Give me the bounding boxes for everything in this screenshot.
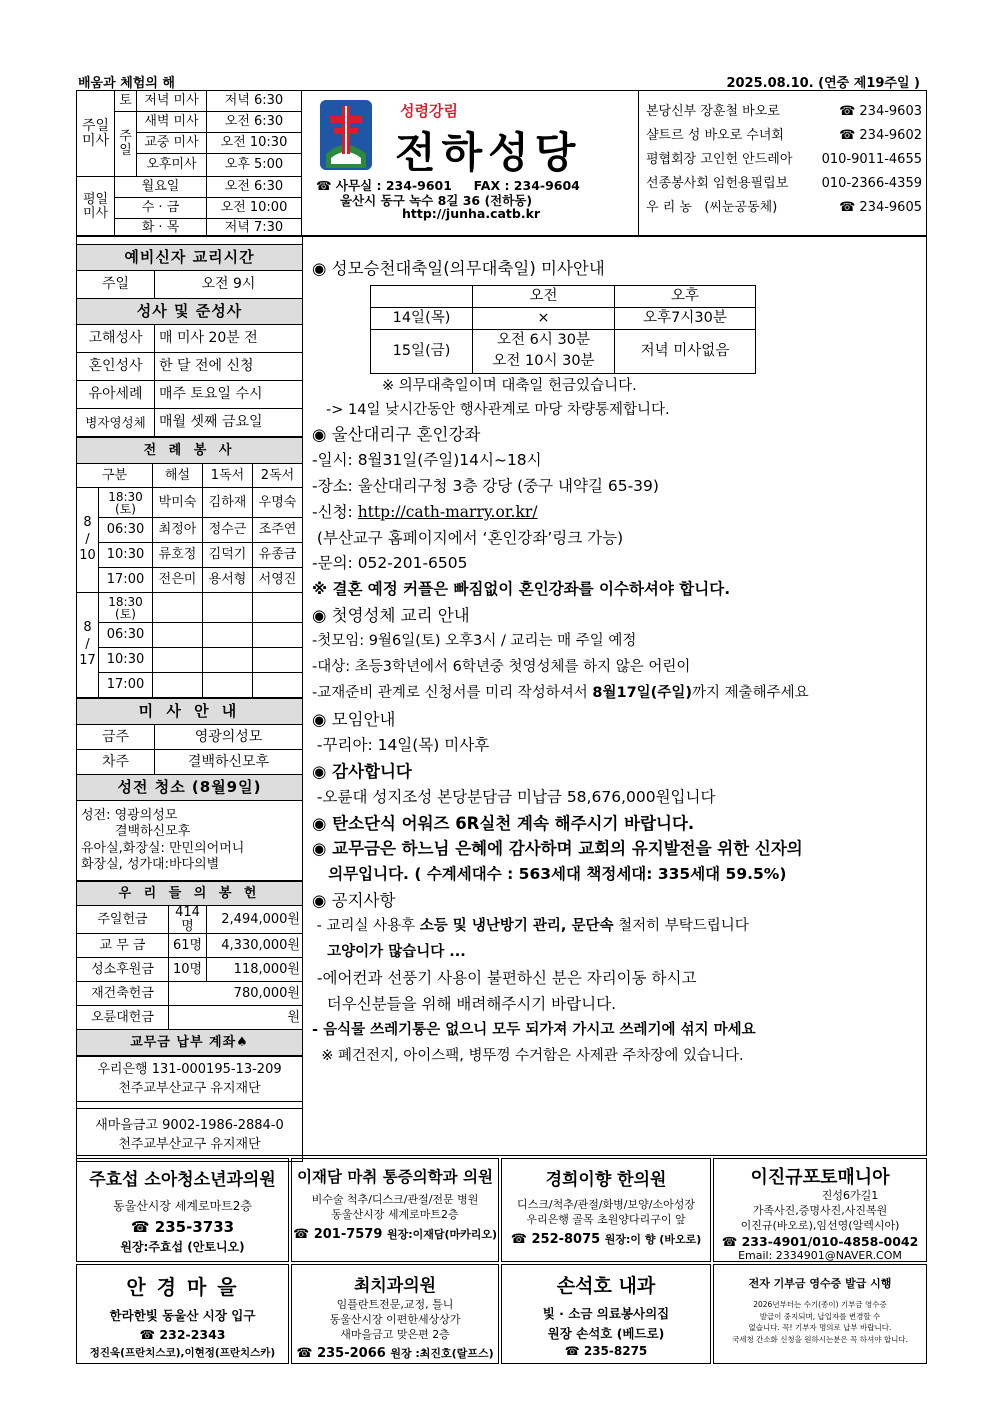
commentator: 최정아 (153, 518, 203, 543)
ad-title: 최치과의원 (353, 1276, 437, 1296)
sacrament-value: 매월 셋째 금요일 (155, 409, 303, 437)
reader-1: 김덕기 (203, 543, 253, 568)
cleaning-notes (77, 801, 303, 881)
am-header: 오전 (473, 285, 615, 307)
ad-person: 원장 :최진호(랄프스) (390, 1346, 494, 1360)
mass-name: 교중 미사 (137, 133, 207, 154)
reader-2 (253, 623, 303, 648)
info-line: - 음식물 쓰레기통은 없으니 모두 되가져 가시고 쓰레기에 섞지 마세요 (312, 1021, 756, 1038)
ad-box (76, 1158, 289, 1262)
cleaning-line: 결백하신모후 (115, 824, 191, 840)
offering-name: 재건축헌금 (77, 982, 169, 1006)
note-line: -> 14일 낮시간동안 행사관계로 마당 차량통제합니다. (326, 401, 670, 418)
main-content (312, 256, 926, 1070)
cleaning-line: 화장실, 성가대:바다의별 (81, 856, 220, 872)
parish-address: 울산시 동구 녹수 8길 36 (전하동) (340, 193, 533, 208)
ad-phone-number: ☎ 252-8075 (510, 1231, 601, 1247)
am-cell (473, 329, 615, 373)
mass-info-name: 금주 (77, 725, 155, 750)
sacrament-value: 한 달 전에 신청 (155, 353, 303, 381)
sacrament-value: 매 미사 20분 전 (155, 325, 303, 353)
ad-phone: ☎ 233-4901/010-4858-0042 (721, 1233, 919, 1249)
ad-email: Email: 2334901@NAVER.COM (738, 1248, 902, 1262)
commentator (153, 673, 203, 698)
weekday-time: 저녁 7:30 (207, 219, 302, 237)
mass-time: 오전 6:30 (207, 112, 302, 133)
parish-logo (320, 100, 372, 170)
mass-name: 오후미사 (137, 154, 207, 177)
cleaning-line: 성전: 영광의성모 (81, 808, 178, 823)
marriage-link[interactable]: http://cath-marry.or.kr/ (357, 502, 538, 521)
ad-box (713, 1158, 927, 1262)
offering-amount: 2,494,000원 (207, 906, 303, 934)
ad-person: 원장:이 향 (바오로) (604, 1232, 702, 1246)
reader-2 (253, 648, 303, 673)
ad-box (291, 1158, 499, 1262)
liturgy-title: 전 례 봉 사 (77, 438, 303, 464)
sacrament-name: 혼인성사 (77, 353, 155, 381)
contact-row (646, 196, 922, 220)
date-line: 2025.08.10. (연중 제19주일 ) (726, 76, 920, 91)
ad-title: 이진규포토매니아 (750, 1167, 890, 1188)
year-theme: 배움과 체험의 해 (78, 76, 175, 91)
parish-url[interactable]: http://junha.catb.kr (402, 206, 541, 221)
info-line: -오륜대 성지조성 본당분담금 미납금 58,676,000원입니다 (312, 787, 716, 806)
mass-info-name: 차주 (77, 750, 155, 775)
mass-info-value: 영광의성모 (155, 725, 303, 750)
reader-1 (203, 673, 253, 698)
blank-header-cell (371, 285, 473, 307)
cleaning-line: 유아실,화장실: 만민의어머니 (81, 840, 245, 856)
mass-schedule-table (76, 90, 302, 237)
account-owner: 천주교부산교구 유지재단 (118, 1081, 261, 1097)
ad-title: 이재담 마취 통증의학과 의원 (297, 1168, 493, 1186)
contact-phone: ☎ 234-9605 (839, 200, 922, 215)
commentator: 전은미 (153, 568, 203, 593)
ad-phone (502, 1231, 710, 1247)
ad-line: 임플란트전문,교정, 틀니 (336, 1298, 454, 1311)
ad-line: 우리은행 골목 초원양다리구이 앞 (526, 1212, 686, 1226)
ad-phone: ☎ 232-2343 (139, 1327, 226, 1342)
deadline: 8월17일(주일) (592, 684, 692, 701)
account-number: 우리은행 131-000195-13-209 (97, 1062, 282, 1078)
reader-2: 조주연 (253, 518, 303, 543)
day-cell: 15일(금) (371, 329, 473, 373)
ad-phone-number: ☎ 201-7579 (292, 1226, 383, 1242)
service-time: 10:30 (99, 543, 153, 568)
catechumen-table (76, 244, 303, 437)
mass-info-title: 미 사 안 내 (77, 699, 303, 725)
offering-count: 10명 (169, 958, 207, 982)
emphasis: 소등 및 냉난방기 관리, 문단속 (419, 918, 614, 935)
ad-phone (292, 1226, 498, 1242)
liturgy-col: 해설 (153, 464, 203, 488)
ad-box (713, 1264, 927, 1364)
reader-2 (253, 673, 303, 698)
left-sidebar (76, 244, 303, 1162)
info-line (312, 681, 926, 707)
saturday-label: 토 (115, 91, 137, 112)
service-time: 06:30 (99, 623, 153, 648)
service-time: 18:30 (토) (99, 593, 153, 623)
ad-title: 안 경 마 을 (126, 1275, 239, 1299)
text-part: - 교리실 사용후 (312, 918, 420, 935)
weekday-name: 월요일 (115, 177, 207, 198)
week-label: 8 / 10 (77, 488, 99, 593)
office-contact: ☎ 사무실 : 234-9601 FAX : 234-9604 (316, 178, 580, 193)
ad-line: 새마을금고 맞은편 2층 (340, 1327, 450, 1341)
notice-line: ※ 결혼 예정 커플은 빠짐없이 혼인강좌를 이수하셔야 합니다. (312, 580, 731, 599)
info-line: -꾸리아: 14일(목) 미사후 (312, 735, 490, 754)
contact-role: 본당신부 장훈철 바오로 (646, 104, 780, 119)
weekday-name: 수 · 금 (115, 198, 207, 219)
ad-line: 진성6가길1 (821, 1189, 879, 1202)
account-box-2 (76, 1108, 303, 1162)
section-title: ◉ 탄소단식 어워즈 6R실천 계속 해주시기 바랍니다. (312, 813, 695, 833)
info-line: 더우신분들을 위해 배려해주시기 바랍니다. (312, 994, 617, 1013)
mass-info-value: 결백하신모후 (155, 750, 303, 775)
info-line: -첫모임: 9월6일(토) 오후3시 / 교리는 매 주일 예정 (312, 633, 637, 650)
mass-name: 새벽 미사 (137, 112, 207, 133)
ad-line: 동울산시장 이편한세상상가 (329, 1312, 461, 1326)
service-time: 10:30 (99, 648, 153, 673)
commentator (153, 593, 203, 623)
section-title: ◉ 첫영성체 교리 안내 (312, 606, 470, 626)
am-time: 오전 10시 30분 (492, 353, 595, 370)
liturgy-table (76, 437, 303, 698)
text-part: -교재준비 관계로 신청서를 미리 작성하셔서 (312, 684, 593, 701)
account-box-1 (76, 1056, 303, 1102)
pm-cell: 오후7시30분 (615, 307, 756, 329)
text-part: 철저히 부탁드립니다 (613, 918, 749, 935)
note-line: ※ 의무대축일이며 대축일 헌금있습니다. (382, 377, 637, 394)
ad-title: 경희이향 한의원 (545, 1170, 667, 1190)
ad-line: 디스크/척추/관절/화병/보양/소아성장 (517, 1198, 695, 1211)
commentator: 류호정 (153, 543, 203, 568)
commentator (153, 648, 203, 673)
section-title: ◉ 성모승천대축일(의무대축일) 미사안내 (312, 259, 605, 278)
offering-name: 주일헌금 (77, 906, 169, 934)
weekday-time: 오전 10:00 (207, 198, 302, 219)
liturgy-col: 2독서 (253, 464, 303, 488)
weekday-mass-label: 평일 미사 (77, 177, 115, 237)
mass-time: 오후 5:00 (207, 154, 302, 177)
contacts-list (646, 100, 922, 220)
reader-2: 우명숙 (253, 488, 303, 518)
service-time: 17:00 (99, 673, 153, 698)
sacrament-name: 유아세례 (77, 381, 155, 409)
parish-subtitle: 성령강림 (400, 102, 458, 120)
ad-box (76, 1264, 289, 1364)
section-title: ◉ 울산대리구 혼인강좌 (312, 424, 481, 444)
ad-line: 빛 · 소금 의료봉사의집 (542, 1306, 670, 1321)
ad-line: 국세청 간소화 신청을 원하시는분은 꼭 하셔야 합니다. (731, 1334, 909, 1344)
contact-role: 우 리 농 (씨눈공동체) (646, 200, 778, 215)
offering-table (76, 881, 303, 1056)
reader-1: 용서형 (203, 568, 253, 593)
ad-line: 비수술 척추/디스크/관절/전문 병원 (311, 1193, 479, 1206)
reader-1 (203, 593, 253, 623)
ad-box (501, 1264, 711, 1364)
section-title: ◉ 공지사항 (312, 891, 396, 911)
mass-time: 저녁 6:30 (207, 91, 302, 112)
ad-title: 주효섭 소아청소년과의원 (89, 1170, 276, 1190)
info-line: -장소: 울산대리구청 3층 강당 (중구 내약길 65-39) (312, 476, 659, 495)
section-title: ◉ 감사합니다 (312, 761, 412, 781)
commentator: 박미숙 (153, 488, 203, 518)
day-cell: 14일(목) (371, 307, 473, 329)
ad-person: 원장:주효섭 (안토니오) (120, 1240, 245, 1255)
info-line (312, 914, 926, 940)
am-time: 오전 6시 30분 (497, 332, 590, 349)
offering-title: 우 리 들 의 봉 헌 (77, 882, 303, 906)
weekday-time: 오전 6:30 (207, 177, 302, 198)
ad-phone-number: ☎ 235-2066 (296, 1345, 386, 1361)
pm-header: 오후 (615, 285, 756, 307)
parish-name: 전하성당 (395, 128, 582, 177)
section-title: ◉ 교무금은 하느님 은혜에 감사하며 교회의 유지발전을 위한 신자의 (312, 839, 803, 859)
week-label: 8 / 17 (77, 593, 99, 698)
info-line: 의무입니다. ( 수계세대수 : 563세대 책정세대: 335세대 59.5%) (312, 865, 787, 884)
contact-phone: 010-2366-4359 (821, 176, 922, 191)
ad-person: 원장:이재담(마카리오) (386, 1227, 498, 1241)
sunday-mass-label: 주일 미사 (77, 91, 115, 177)
assumption-mass-table (370, 285, 756, 374)
info-line: (부산교구 홈페이지에서 ‘혼인강좌’링크 가능) (312, 528, 624, 547)
info-line: -일시: 8월31일(주일)14시~18시 (312, 450, 542, 469)
mass-name: 저녁 미사 (137, 91, 207, 112)
text-part: 까지 제출해주세요 (691, 684, 809, 701)
contact-row (646, 172, 922, 196)
contact-row (646, 100, 922, 124)
sunday-label: 주 일 (115, 112, 137, 177)
ad-person: 정진욱(프란치스코),이현정(프란치스카) (89, 1347, 276, 1359)
ad-line: 가족사진,증명사진,사진복원 (752, 1203, 888, 1217)
contact-role: 샬트르 성 바오로 수녀회 (646, 128, 784, 143)
info-line: ※ 폐건전지, 아이스팩, 병뚜껑 수거함은 사제관 주차장에 있습니다. (312, 1047, 744, 1064)
ad-line: 동울산시장 세계로마트2층 (113, 1199, 252, 1213)
ad-line: 한라한빛 동울산 시장 입구 (109, 1308, 256, 1323)
ad-phone: ☎ 235-3733 (130, 1218, 235, 1237)
sacrament-name: 고해성사 (77, 325, 155, 353)
ad-line: 동울산시장 세계로마트2층 (331, 1207, 459, 1221)
ad-title: 손석호 내과 (556, 1275, 656, 1297)
contact-role: 평협회장 고인헌 안드레아 (646, 152, 793, 167)
weekday-name: 화 · 목 (115, 219, 207, 237)
contact-phone: ☎ 234-9602 (839, 128, 922, 143)
reader-2: 유종금 (253, 543, 303, 568)
contact-phone: ☎ 234-9603 (839, 104, 922, 119)
pm-cell: 저녁 미사없음 (615, 329, 756, 373)
ad-box (291, 1264, 499, 1364)
reader-2: 서영진 (253, 568, 303, 593)
service-time: 17:00 (99, 568, 153, 593)
reader-1 (203, 623, 253, 648)
offering-count: 61명 (169, 934, 207, 958)
reader-1: 김하재 (203, 488, 253, 518)
catechumen-day: 주일 (77, 271, 155, 299)
offering-amount: 118,000원 (207, 958, 303, 982)
offering-amount: 780,000원 (169, 982, 303, 1006)
catechumen-time: 오전 9시 (155, 271, 303, 299)
apply-label: -신청: (312, 502, 358, 521)
info-line (312, 500, 926, 526)
ad-line: 원장 손석호 (베드로) (547, 1326, 665, 1341)
info-line: -문의: 052-201-6505 (312, 554, 468, 573)
ad-title: 전자 기부금 영수증 발급 시행 (748, 1277, 892, 1290)
mass-info-table (76, 698, 303, 881)
reader-1 (203, 648, 253, 673)
ad-phone: ☎ 235-8275 (564, 1344, 648, 1358)
cross-logo-icon (322, 102, 370, 168)
info-line: -에어컨과 선풍기 사용이 불편하신 분은 자리이동 하시고 (312, 968, 697, 987)
contact-phone: 010-9011-4655 (821, 152, 922, 167)
liturgy-col: 1독서 (203, 464, 253, 488)
ad-line: 발급이 중지되며, 납입자를 변경할 수 (759, 1311, 881, 1321)
ad-phone (292, 1345, 498, 1361)
offering-amount: 4,330,000원 (207, 934, 303, 958)
cleaning-title: 성전 청소 (8월9일) (77, 775, 303, 801)
offering-amount: 원 (169, 1006, 303, 1030)
mass-time: 오전 10:30 (207, 133, 302, 154)
account-number: 새마을금고 9002-1986-2884-0 (95, 1118, 284, 1134)
info-line: -대상: 초등3학년에서 6학년중 첫영성체를 하지 않은 어린이 (312, 659, 691, 676)
liturgy-col: 구분 (77, 464, 153, 488)
offering-name: 교 무 금 (77, 934, 169, 958)
sacrament-value: 매주 토요일 수시 (155, 381, 303, 409)
section-title: ◉ 모임안내 (312, 709, 396, 729)
offering-name: 오륜대헌금 (77, 1006, 169, 1030)
contact-row (646, 124, 922, 148)
ad-line: 이진규(바오로),임선영(알렉시아) (740, 1218, 900, 1232)
ad-line: 2026년부터는 수기(종이) 기부금 영수증 (753, 1300, 887, 1309)
service-time: 06:30 (99, 518, 153, 543)
account-owner: 천주교부산교구 유지재단 (118, 1137, 261, 1153)
service-time: 18:30 (토) (99, 488, 153, 518)
info-line: 고양이가 많습니다 ... (312, 944, 466, 961)
contact-row (646, 148, 922, 172)
catechumen-title: 예비신자 교리시간 (77, 245, 303, 271)
reader-2 (253, 593, 303, 623)
account-title: 교무금 납부 계좌♠ (77, 1030, 303, 1056)
commentator (153, 623, 203, 648)
offering-name: 성소후원금 (77, 958, 169, 982)
am-cell: × (473, 307, 615, 329)
sacraments-title: 성사 및 준성사 (77, 299, 303, 325)
ad-line: 없습니다. 꼭! 기부자 명의로 납부 바랍니다. (748, 1323, 892, 1333)
sacrament-name: 병자영성체 (77, 409, 155, 437)
reader-1: 정수근 (203, 518, 253, 543)
offering-count: 414명 (169, 906, 207, 934)
ad-box (501, 1158, 711, 1262)
contact-role: 선종봉사회 임헌용필립보 (646, 176, 789, 191)
